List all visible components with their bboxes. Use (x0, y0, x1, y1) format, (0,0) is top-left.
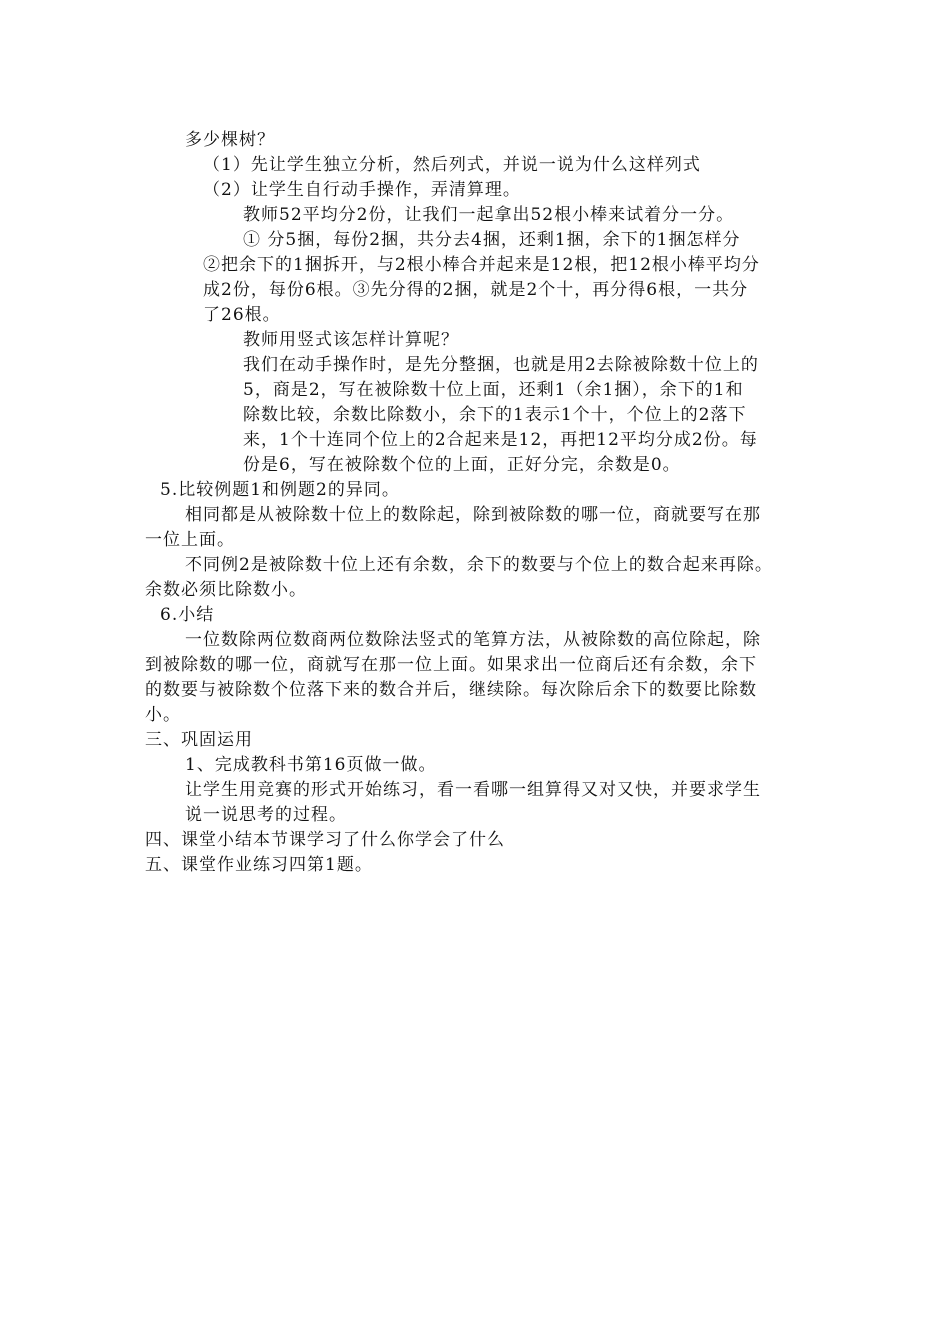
section-heading: 三、巩固运用 (145, 730, 253, 750)
text-line: 让学生用竞赛的形式开始练习，看一看哪一组算得又对又快，并要求学生 (185, 780, 761, 800)
text-line: 相同都是从被除数十位上的数除起，除到被除数的哪一位，商就要写在那 (185, 505, 761, 525)
section-heading: 五、课堂作业练习四第1题。 (145, 855, 373, 875)
text-line: 教师52平均分2份，让我们一起拿出52根小棒来试着分一分。 (243, 205, 735, 225)
section-heading: 6.小结 (160, 605, 215, 625)
text-line: 了26根。 (203, 305, 281, 325)
text-line: 一位上面。 (145, 530, 235, 550)
text-line: 小。 (145, 705, 181, 725)
text-line: 成2份，每份6根。③先分得的2捆，就是2个十，再分得6根，一共分 (203, 280, 749, 300)
text-line: 余数必须比除数小。 (145, 580, 307, 600)
text-line: 除数比较，余数比除数小，余下的1表示1个十，个位上的2落下 (243, 405, 747, 425)
text-line: 多少棵树？ (185, 130, 275, 150)
text-line: 的数要与被除数个位落下来的数合并后，继续除。每次除后余下的数要比除数 (145, 680, 757, 700)
section-heading: 5.比较例题1和例题2的异同。 (160, 480, 400, 500)
text-line: 1、完成教科书第16页做一做。 (185, 755, 437, 775)
text-line: 来，1个十连同个位上的2合起来是12，再把12平均分成2份。每 (243, 430, 758, 450)
text-line: 5，商是2，写在被除数十位上面，还剩1（余1捆），余下的1和 (243, 380, 744, 400)
text-line: ②把余下的1捆拆开，与2根小棒合并起来是12根，把12根小棒平均分 (203, 255, 760, 275)
text-line: 到被除数的哪一位，商就写在那一位上面。如果求出一位商后还有余数，余下 (145, 655, 757, 675)
text-line: 说一说思考的过程。 (185, 805, 347, 825)
text-line: 一位数除两位数商两位数除法竖式的笔算方法，从被除数的高位除起，除 (185, 630, 761, 650)
text-line: ① 分5捆，每份2捆，共分去4捆，还剩1捆，余下的1捆怎样分 (243, 230, 741, 250)
text-line: 不同例2是被除数十位上还有余数，余下的数要与个位上的数合起来再除。 (185, 555, 773, 575)
text-line: （1）先让学生独立分析，然后列式，并说一说为什么这样列式 (203, 155, 701, 175)
text-line: （2）让学生自行动手操作，弄清算理。 (203, 180, 521, 200)
text-line: 份是6，写在被除数个位的上面，正好分完，余数是0。 (243, 455, 681, 475)
text-line: 教师用竖式该怎样计算呢？ (243, 330, 459, 350)
section-heading: 四、课堂小结本节课学习了什么你学会了什么 (145, 830, 505, 850)
text-line: 我们在动手操作时，是先分整捆，也就是用2去除被除数十位上的 (243, 355, 759, 375)
